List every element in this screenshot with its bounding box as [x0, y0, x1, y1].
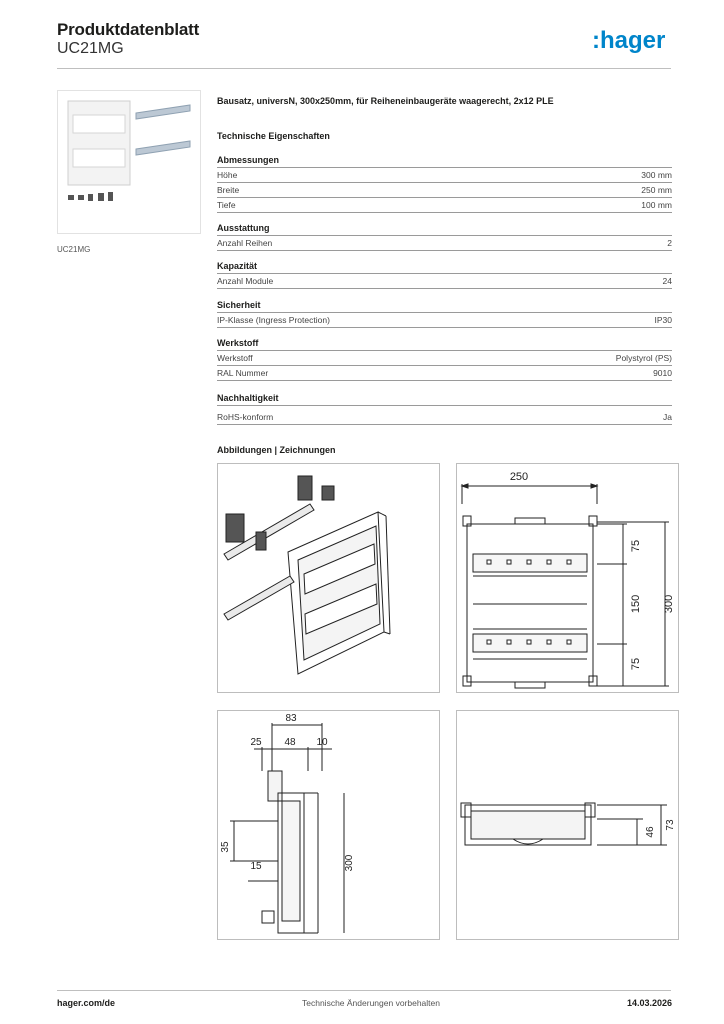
dim-height: 300	[663, 594, 675, 614]
property-value: 300 mm	[641, 170, 672, 180]
dim-width: 250	[509, 471, 529, 483]
property-row	[217, 236, 672, 251]
group-title-sicherheit: Sicherheit	[217, 300, 672, 313]
property-row	[217, 351, 672, 366]
property-row	[217, 183, 672, 198]
property-label: Tiefe	[217, 200, 236, 210]
dim-side-height: 300	[344, 854, 355, 872]
property-row	[217, 410, 672, 425]
bottom-view-drawing	[456, 710, 679, 940]
property-label: RoHS-konform	[217, 412, 274, 422]
property-value: 250 mm	[641, 185, 672, 195]
group-title-nachhaltigkeit: Nachhaltigkeit	[217, 393, 672, 406]
dim-left: 35	[220, 841, 231, 853]
isometric-drawing	[217, 463, 440, 693]
product-description: Bausatz, universN, 300x250mm, für Reiheneinbaugeräte waagerecht, 2x12 PLE	[217, 96, 554, 106]
dim-bottom-inner: 46	[645, 826, 656, 838]
page-title: Produktdatenblatt	[57, 20, 200, 39]
side-view-drawing	[217, 710, 440, 940]
property-label: Höhe	[217, 170, 238, 180]
property-label: Breite	[217, 185, 240, 195]
property-row	[217, 198, 672, 213]
property-value: 24	[662, 276, 672, 286]
header-divider	[57, 68, 671, 69]
property-label: Anzahl Module	[217, 276, 274, 286]
dim-bottom-outer: 73	[665, 819, 676, 831]
dim-b: 48	[284, 737, 296, 748]
property-value: 9010	[653, 368, 672, 378]
group-title-ausstattung: Ausstattung	[217, 223, 672, 236]
dim-bottom: 75	[630, 657, 642, 671]
property-row	[217, 313, 672, 328]
property-value: Ja	[663, 412, 672, 422]
footer-website[interactable]: hager.com/de	[57, 998, 116, 1008]
property-value: IP30	[654, 315, 672, 325]
drawings-title: Abbildungen | Zeichnungen	[217, 445, 336, 455]
product-image-caption: UC21MG	[57, 245, 91, 254]
dim-top: 75	[630, 539, 642, 553]
product-code: UC21MG	[57, 40, 124, 57]
dim-inner: 15	[250, 861, 262, 872]
footer-date: 14.03.2026	[627, 998, 673, 1008]
property-label: Anzahl Reihen	[217, 238, 273, 248]
hager-logo[interactable]	[592, 28, 674, 59]
dim-middle: 150	[630, 594, 642, 614]
footer-divider	[57, 990, 671, 991]
property-label: RAL Nummer	[217, 368, 269, 378]
front-view-drawing	[456, 463, 679, 693]
property-label: IP-Klasse (Ingress Protection)	[217, 315, 330, 325]
group-title-abmessungen: Abmessungen	[217, 155, 672, 168]
footer-notice: Technische Änderungen vorbehalten	[302, 998, 440, 1008]
group-title-werkstoff: Werkstoff	[217, 338, 672, 351]
product-image	[57, 90, 201, 234]
dim-total: 83	[285, 713, 297, 724]
group-title-kapazitaet: Kapazität	[217, 261, 672, 274]
dim-a: 25	[250, 737, 262, 748]
property-value: Polystyrol (PS)	[615, 353, 672, 363]
property-label: Werkstoff	[217, 353, 253, 363]
dim-c: 10	[316, 737, 328, 748]
property-value: 100 mm	[641, 200, 672, 210]
property-row	[217, 168, 672, 183]
property-row	[217, 366, 672, 381]
property-value: 2	[667, 238, 672, 248]
technical-properties-title: Technische Eigenschaften	[217, 131, 330, 141]
property-row	[217, 274, 672, 289]
logo-text: :hager	[592, 28, 666, 54]
